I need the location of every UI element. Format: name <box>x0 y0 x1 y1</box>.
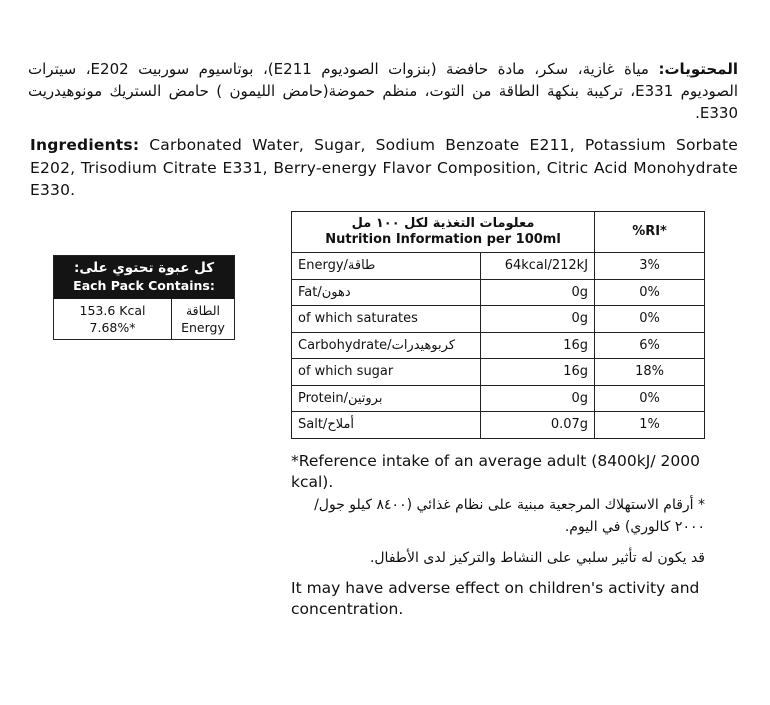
arabic-ingredients-text: مياة غازية، سكر، مادة حافضة (بنزوات الصوديوم E211)، بوتاسيوم سوربيت E202، سيترات الصوديوم E331، تركيبة بنكهة الطاقة من التوت، منظم حموضة(حامض الليمون ) حامض الستريك مونوهيدريت E330. <box>28 60 738 122</box>
arabic-ingredients-label: المحتويات: <box>658 60 738 78</box>
nutrition-header <box>292 212 595 253</box>
nutrient-ri: 0% <box>595 279 705 306</box>
nutrient-name: of which sugar <box>292 359 481 386</box>
nutrient-ri: 6% <box>595 332 705 359</box>
nutrition-header-ar: معلومات التغذية لكل ١٠٠ مل <box>351 216 535 231</box>
nutrient-ri: 18% <box>595 359 705 386</box>
children-warning-ar: قد يكون له تأثير سلبي على النشاط والتركيز لدى الأطفال. <box>369 550 705 566</box>
nutrient-ri: 0% <box>595 306 705 333</box>
arabic-ingredients <box>28 58 738 124</box>
pack-energy-value <box>54 299 172 339</box>
pack-body <box>54 299 234 339</box>
nutrient-name: Protein/بروتين <box>292 385 481 412</box>
table-row <box>292 385 705 412</box>
nutrient-amount: 0g <box>480 279 594 306</box>
pack-contents-box <box>53 255 235 340</box>
nutrient-amount: 0g <box>480 306 594 333</box>
english-ingredients <box>30 134 738 202</box>
pack-header-ar: كل عبوة تحتوي على: <box>73 260 215 276</box>
nutrient-name: Carbohydrate/كربوهيدرات <box>292 332 481 359</box>
pack-label-ar: الطاقة <box>185 303 221 318</box>
pack-kcal: 153.6 Kcal <box>79 303 146 318</box>
nutrient-amount: 0.07g <box>480 412 594 439</box>
table-row <box>292 412 705 439</box>
nutrient-name: Fat/دهون <box>292 279 481 306</box>
pack-label-en: Energy <box>181 320 225 335</box>
table-row <box>292 359 705 386</box>
nutrient-ri: 1% <box>595 412 705 439</box>
ri-header: %RI* <box>595 212 705 253</box>
reference-intake-note-ar: * أرقام الاستهلاك المرجعية مبنية على نظام غذائي (٨٤٠٠ كيلو جول/ ٢٠٠٠ كالوري) في اليوم. <box>314 497 705 535</box>
nutrient-name: Salt/أملاح <box>292 412 481 439</box>
nutrient-amount: 16g <box>480 332 594 359</box>
pack-header-en: Each Pack Contains: <box>73 278 215 293</box>
table-row <box>292 279 705 306</box>
nutrient-ri: 0% <box>595 385 705 412</box>
nutrition-header-row <box>292 212 705 253</box>
pack-energy-label <box>172 299 234 339</box>
pack-header <box>54 256 234 299</box>
table-row <box>292 306 705 333</box>
nutrient-name: Energy/طاقة <box>292 253 481 280</box>
nutrient-name: of which saturates <box>292 306 481 333</box>
nutrient-ri: 3% <box>595 253 705 280</box>
nutrient-amount: 16g <box>480 359 594 386</box>
reference-intake-note: *Reference intake of an average adult (8400kJ/ 2000 kcal). <box>291 452 700 491</box>
english-ingredients-label: Ingredients: <box>30 136 140 154</box>
children-warning-en: It may have adverse effect on children's activity and concentration. <box>291 579 700 618</box>
table-row <box>292 253 705 280</box>
pack-percent: 7.68%* <box>89 320 136 335</box>
nutrient-amount: 0g <box>480 385 594 412</box>
english-ingredients-text: Carbonated Water, Sugar, Sodium Benzoate E211, Potassium Sorbate E202, Trisodium Citrate E331, Berry-energy Flavor Composition, Citric Acid Monohydrate E330. <box>30 136 738 199</box>
nutrient-amount: 64kcal/212kJ <box>480 253 594 280</box>
table-row <box>292 332 705 359</box>
nutrition-table <box>291 211 705 439</box>
nutrition-header-en: Nutrition Information per 100ml <box>325 232 561 247</box>
